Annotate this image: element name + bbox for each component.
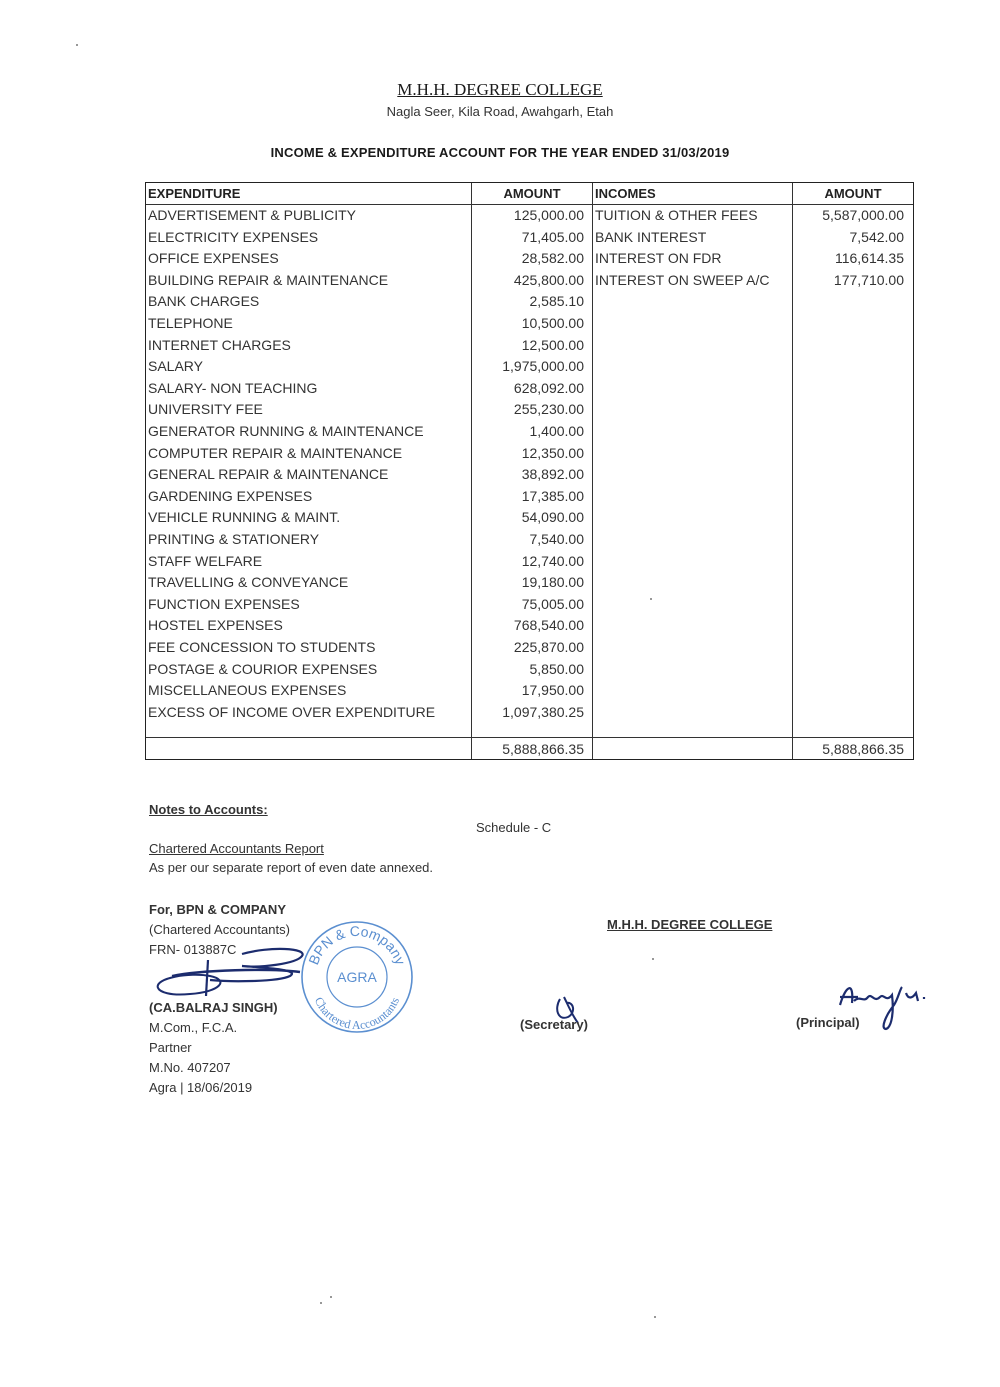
stamp-type-text: Chartered Accountants <box>311 994 403 1033</box>
expenditure-amount: 28,582.00 <box>521 250 584 267</box>
expenditure-label: EXCESS OF INCOME OVER EXPENDITURE <box>148 703 436 720</box>
table-row <box>146 443 913 465</box>
expenditure-label: COMPUTER REPAIR & MAINTENANCE <box>148 444 403 461</box>
scan-speck <box>76 44 78 46</box>
expenditure-amount: 54,090.00 <box>521 509 584 526</box>
scan-speck <box>654 1316 656 1318</box>
table-row <box>146 507 913 529</box>
firm-type: (Chartered Accountants) <box>149 922 290 937</box>
header-amount-income: AMOUNT <box>824 186 882 201</box>
income-total: 5,888,866.35 <box>822 741 904 757</box>
expenditure-label: TELEPHONE <box>148 315 233 331</box>
partner-qualification: M.Com., F.C.A. <box>149 1020 238 1035</box>
expenditure-amount: 5,850.00 <box>529 660 584 677</box>
table-row <box>146 270 913 292</box>
total-row <box>146 739 913 759</box>
expenditure-amount: 628,092.00 <box>513 379 584 396</box>
expenditure-amount: 12,350.00 <box>521 444 584 461</box>
expenditure-label: VEHICLE RUNNING & MAINT. <box>148 509 341 526</box>
expenditure-label: GENERATOR RUNNING & MAINTENANCE <box>148 423 424 439</box>
firm-line: For, BPN & COMPANY <box>149 902 286 917</box>
table-row <box>146 421 913 443</box>
expenditure-amount: 1,400.00 <box>529 423 584 439</box>
expenditure-label: SALARY <box>148 358 203 375</box>
expenditure-label: UNIVERSITY FEE <box>148 401 263 418</box>
ca-report-text: As per our separate report of even date annexed. <box>149 860 434 875</box>
college-address: Nagla Seer, Kila Road, Awahgarh, Etah <box>386 104 614 119</box>
expenditure-amount: 2,585.10 <box>529 293 584 310</box>
partner-name: (CA.BALRAJ SINGH) <box>149 1000 278 1015</box>
table-row <box>146 291 913 313</box>
secretary-label: (Secretary) <box>520 1017 588 1032</box>
expenditure-amount: 768,540.00 <box>513 617 584 634</box>
scan-speck <box>330 1296 332 1298</box>
total-divider <box>146 737 913 738</box>
expenditure-amount: 1,097,380.25 <box>502 703 584 720</box>
expenditure-amount: 12,500.00 <box>521 336 584 353</box>
table-row <box>146 227 913 249</box>
income-label: BANK INTEREST <box>595 228 707 245</box>
expenditure-label: BUILDING REPAIR & MAINTENANCE <box>148 271 389 288</box>
scan-speck <box>650 598 652 600</box>
income-label: TUITION & OTHER FEES <box>595 207 758 223</box>
firm-registration: FRN- 013887C <box>149 942 237 957</box>
table-row <box>146 594 913 616</box>
expenditure-amount: 71,405.00 <box>521 228 584 245</box>
income-label: INTEREST ON SWEEP A/C <box>595 271 770 288</box>
table-row <box>146 572 913 594</box>
expenditure-label: INTERNET CHARGES <box>148 336 291 353</box>
expenditure-label: PRINTING & STATIONERY <box>148 531 320 547</box>
place-date: Agra | 18/06/2019 <box>149 1080 253 1095</box>
table-row <box>146 551 913 573</box>
income-amount: 177,710.00 <box>833 271 904 288</box>
expenditure-amount: 12,740.00 <box>521 552 584 569</box>
stamp-city-text: AGRA <box>337 969 377 985</box>
expenditure-label: OFFICE EXPENSES <box>148 250 279 267</box>
expenditure-amount: 425,800.00 <box>513 271 584 288</box>
table-row <box>146 486 913 508</box>
expenditure-amount: 38,892.00 <box>521 466 584 483</box>
auditor-partner-block <box>149 998 278 1098</box>
expenditure-label: FUNCTION EXPENSES <box>148 595 300 612</box>
ca-report-heading: Chartered Accountants Report <box>149 841 324 856</box>
schedule-label: Schedule - C <box>476 820 552 835</box>
college-title: M.H.H. DEGREE COLLEGE <box>397 80 603 99</box>
expenditure-label: BANK CHARGES <box>148 293 260 310</box>
expenditure-label: MISCELLANEOUS EXPENSES <box>148 682 347 699</box>
expenditure-amount: 125,000.00 <box>513 207 584 223</box>
table-row <box>146 637 913 659</box>
header-incomes: INCOMES <box>595 186 656 201</box>
table-row <box>146 399 913 421</box>
table-row <box>146 615 913 637</box>
income-amount: 116,614.35 <box>834 250 904 267</box>
expenditure-amount: 19,180.00 <box>521 574 584 591</box>
expenditure-label: STAFF WELFARE <box>148 552 263 569</box>
income-expenditure-table <box>145 182 914 760</box>
income-amount: 5,587,000.00 <box>822 207 904 223</box>
table-row <box>146 529 913 551</box>
table-row <box>146 464 913 486</box>
table-row <box>146 248 913 270</box>
header-expenditure: EXPENDITURE <box>148 186 241 201</box>
expenditure-label: FEE CONCESSION TO STUDENTS <box>148 639 376 655</box>
table-row <box>146 313 913 335</box>
expenditure-label: SALARY- NON TEACHING <box>148 379 318 396</box>
expenditure-label: HOSTEL EXPENSES <box>148 617 283 634</box>
auditor-signature <box>150 942 315 998</box>
expenditure-label: GENERAL REPAIR & MAINTENANCE <box>148 466 389 483</box>
firm-stamp <box>298 918 416 1036</box>
expenditure-amount: 225,870.00 <box>513 639 584 655</box>
expenditure-total: 5,888,866.35 <box>502 741 584 757</box>
scan-speck <box>652 958 654 960</box>
table-row <box>146 702 913 724</box>
table-row <box>146 356 913 378</box>
expenditure-label: ADVERTISEMENT & PUBLICITY <box>148 207 356 223</box>
expenditure-amount: 7,540.00 <box>529 531 584 547</box>
expenditure-amount: 1,975,000.00 <box>502 358 584 375</box>
notes-heading: Notes to Accounts: <box>149 802 268 817</box>
partner-membership: M.No. 407207 <box>149 1060 231 1075</box>
expenditure-amount: 75,005.00 <box>521 595 584 612</box>
table-row <box>146 378 913 400</box>
expenditure-label: ELECTRICITY EXPENSES <box>148 228 319 245</box>
expenditure-amount: 10,500.00 <box>521 315 584 331</box>
income-amount: 7,542.00 <box>849 228 904 245</box>
header-amount: AMOUNT <box>503 186 561 201</box>
table-row <box>146 335 913 357</box>
scan-speck <box>320 1302 322 1304</box>
table-row <box>146 205 913 227</box>
statement-title: INCOME & EXPENDITURE ACCOUNT FOR THE YEAR ENDED 31/03/2019 <box>270 145 730 160</box>
stamp-firm-text: BPN & Company <box>305 922 409 967</box>
partner-role: Partner <box>149 1040 192 1055</box>
expenditure-label: GARDENING EXPENSES <box>148 487 313 504</box>
college-signatory-title: M.H.H. DEGREE COLLEGE <box>607 917 773 932</box>
table-row <box>146 680 913 702</box>
expenditure-label: TRAVELLING & CONVEYANCE <box>148 574 349 591</box>
income-label: INTEREST ON FDR <box>595 250 722 267</box>
expenditure-amount: 17,950.00 <box>521 682 584 699</box>
principal-label: (Principal) <box>796 1015 860 1030</box>
expenditure-amount: 17,385.00 <box>521 487 584 504</box>
expenditure-amount: 255,230.00 <box>513 401 584 418</box>
table-row <box>146 659 913 681</box>
expenditure-label: POSTAGE & COURIOR EXPENSES <box>148 660 378 677</box>
